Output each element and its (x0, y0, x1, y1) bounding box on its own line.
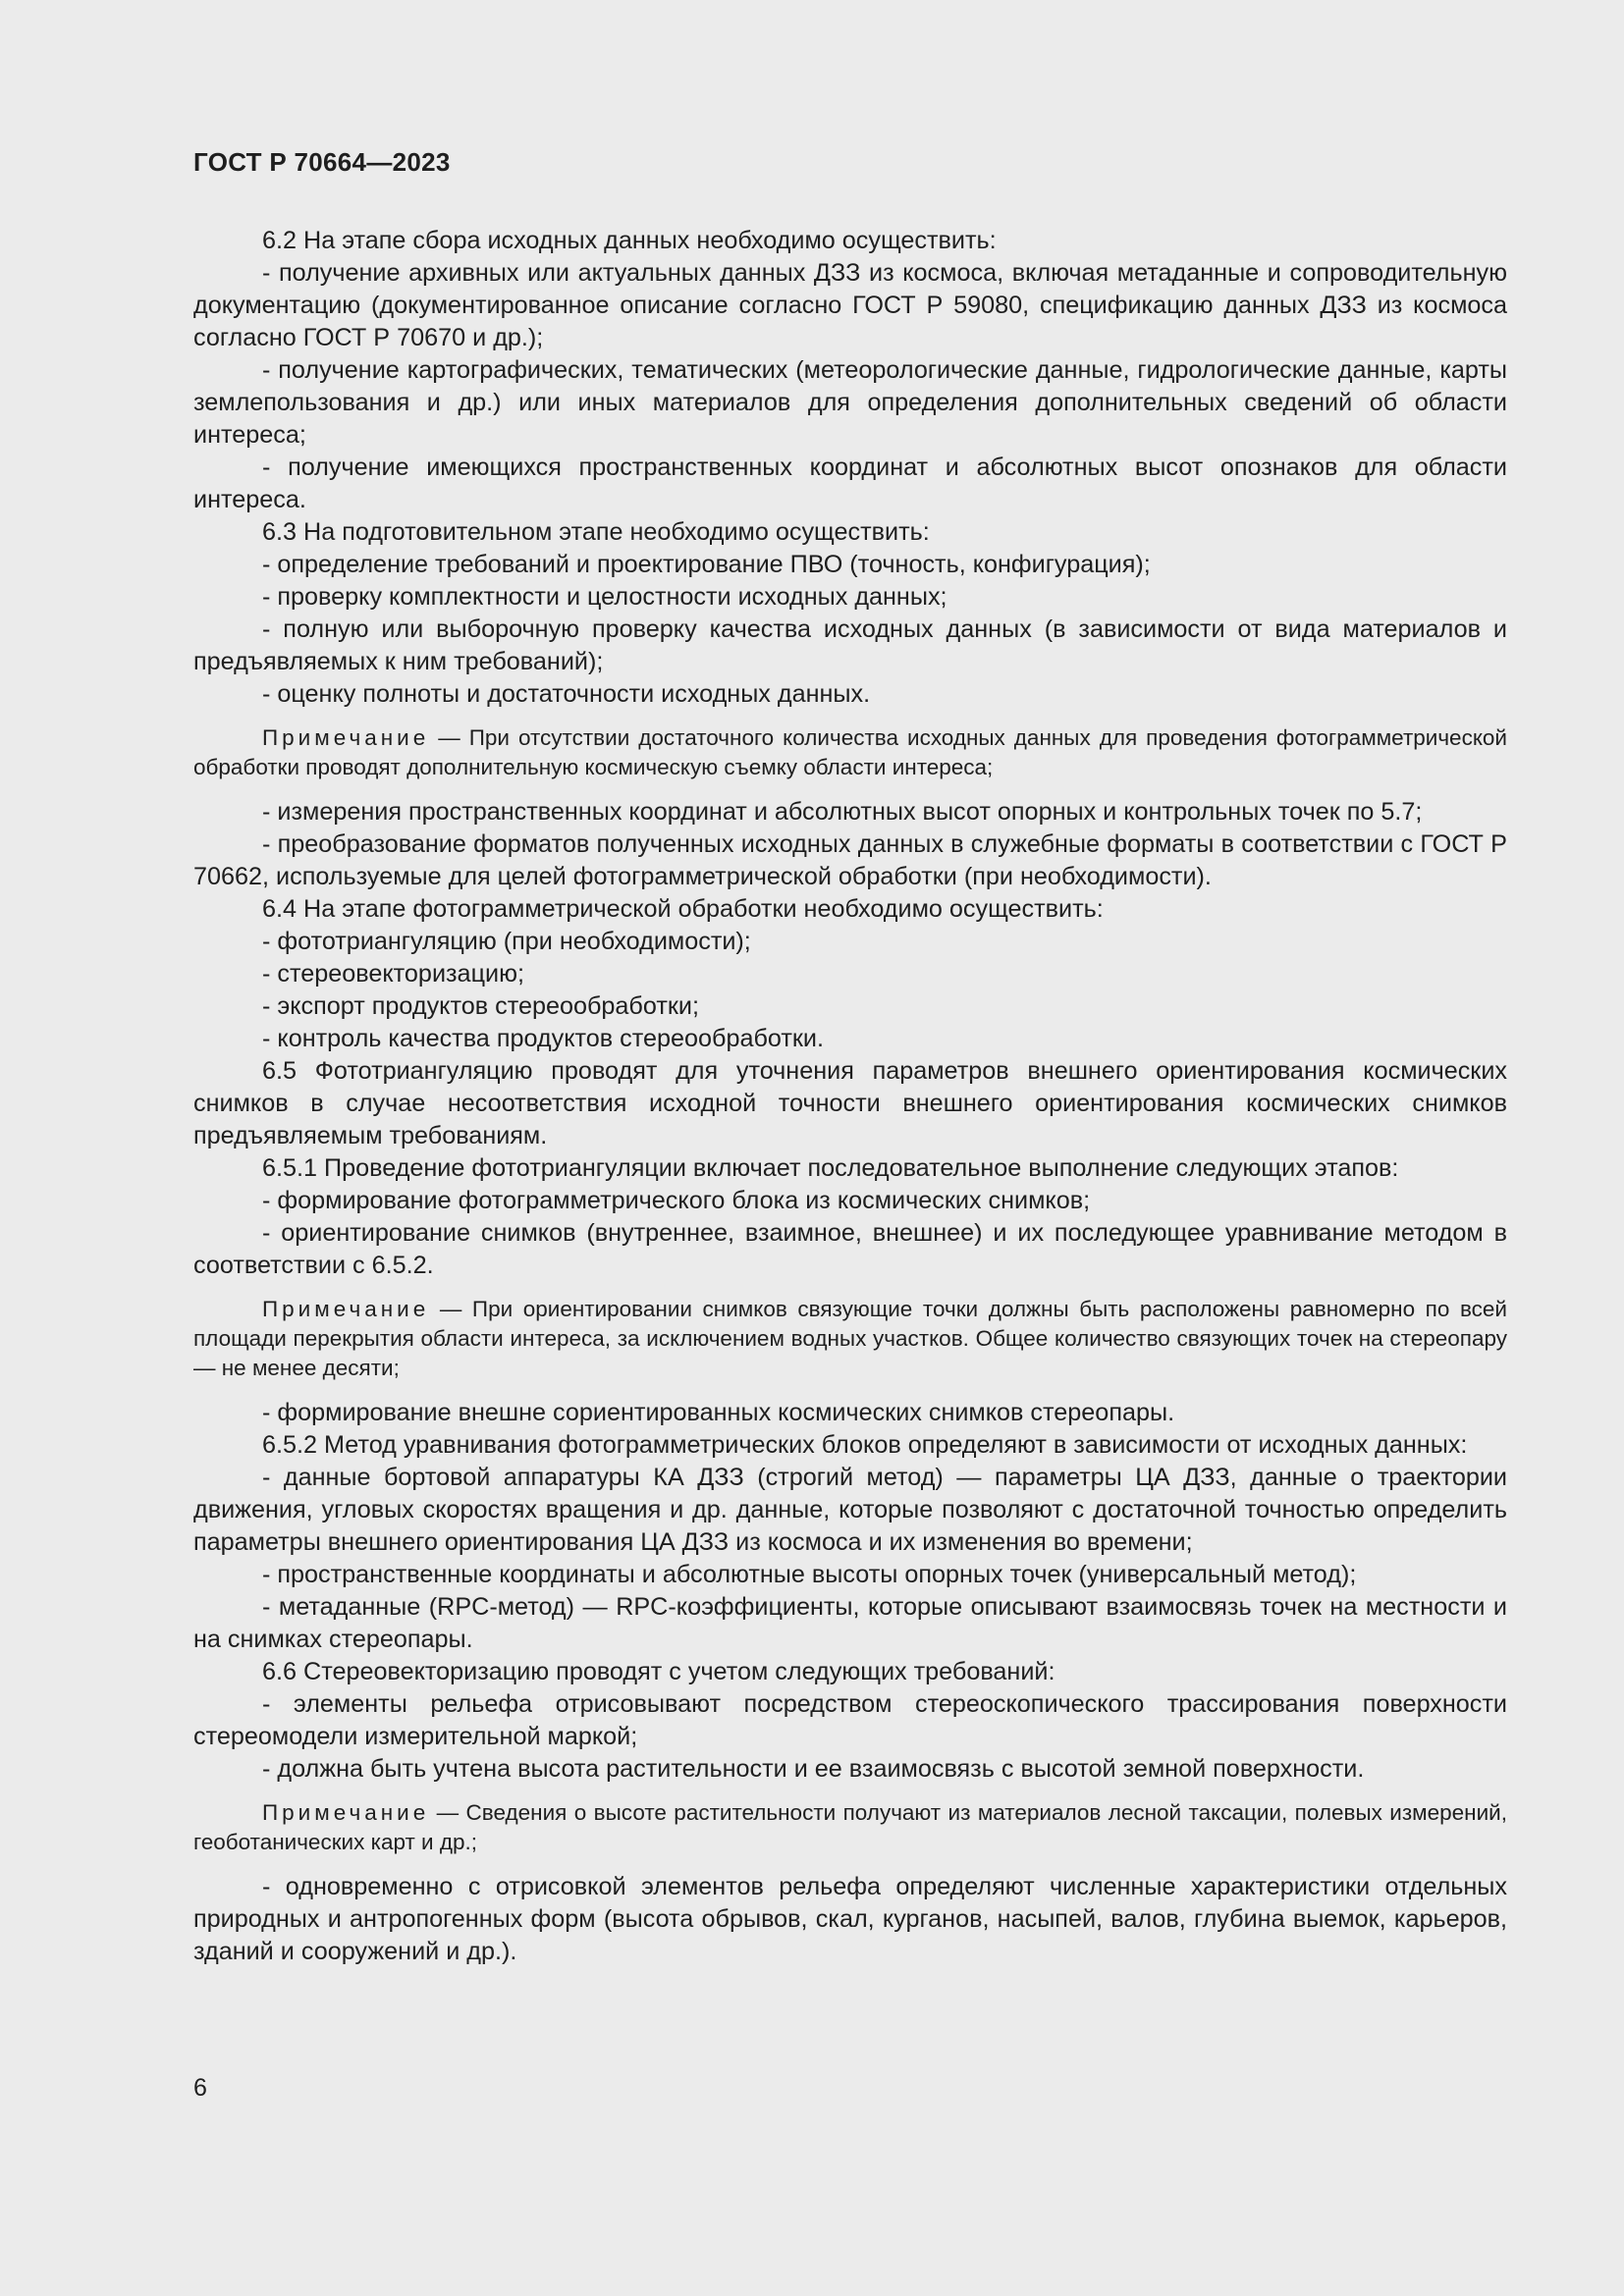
document-body (193, 225, 1507, 1968)
note-text: — Сведения о высоте растительности получают из материалов лесной таксации, полевых измерений, геоботанических карт и др.; (193, 1800, 1507, 1854)
list-item: - преобразование форматов полученных исходных данных в служебные форматы в соответствии с ГОСТ Р 70662, используемые для целей фотограмметрической обработки (при необходимости). (193, 830, 1507, 890)
list-item: - формирование внешне сориентированных космических снимков стереопары. (262, 1399, 1175, 1426)
section-paragraph: 6.2 На этапе сбора исходных данных необходимо осуществить: (262, 227, 997, 254)
note-text: — При ориентировании снимков связующие точки должны быть расположены равномерно по всей площади перекрытия области интереса, за исключением водных участков. Общее количество связующих точек на стереопару — не менее десяти; (193, 1297, 1507, 1380)
list-item: - элементы рельефа отрисовывают посредством стереоскопического трассирования поверхности стереомодели измерительной маркой; (193, 1690, 1507, 1750)
section-paragraph: 6.5.2 Метод уравнивания фотограмметрических блоков определяют в зависимости от исходных данных: (262, 1431, 1468, 1459)
list-item: - получение архивных или актуальных данных ДЗЗ из космоса, включая метаданные и сопроводительную документацию (документированное описание согласно ГОСТ Р 59080, спецификацию данных ДЗЗ из космоса согласно ГОСТ Р 70670 и др.); (193, 259, 1507, 351)
page-number: 6 (193, 2074, 207, 2102)
list-item: - контроль качества продуктов стереообработки. (262, 1025, 824, 1052)
list-item: - определение требований и проектирование ПВО (точность, конфигурация); (262, 551, 1151, 578)
list-item: - формирование фотограмметрического блока из космических снимков; (262, 1187, 1091, 1214)
note-paragraph (193, 723, 1507, 782)
note-paragraph (193, 1798, 1507, 1857)
section-paragraph: 6.6 Стереовекторизацию проводят с учетом следующих требований: (262, 1658, 1056, 1685)
list-item: - проверку комплектности и целостности исходных данных; (262, 583, 947, 611)
note-label: Примечание (262, 1297, 430, 1321)
document-header: ГОСТ Р 70664—2023 (193, 147, 451, 177)
list-item: - оценку полноты и достаточности исходных данных. (262, 680, 871, 708)
section-paragraph: 6.3 На подготовительном этапе необходимо осуществить: (262, 518, 930, 546)
list-item: - метаданные (RPC-метод) — RPC-коэффициенты, которые описывают взаимосвязь точек на местности и на снимках стереопары. (193, 1593, 1507, 1653)
list-item: - полную или выборочную проверку качества исходных данных (в зависимости от вида материалов и предъявляемых к ним требований); (193, 615, 1507, 675)
list-item: - получение имеющихся пространственных координат и абсолютных высот опознаков для области интереса. (193, 454, 1507, 513)
list-item: - стереовекторизацию; (262, 960, 524, 988)
section-paragraph: 6.5 Фототриангуляцию проводят для уточнения параметров внешнего ориентирования космических снимков в случае несоответствия исходной точности внешнего ориентирования космических снимков предъявляемым требованиям. (193, 1057, 1507, 1149)
note-paragraph (193, 1295, 1507, 1383)
section-paragraph: 6.4 На этапе фотограмметрической обработки необходимо осуществить: (262, 895, 1104, 923)
section-paragraph: 6.5.1 Проведение фототриангуляции включает последовательное выполнение следующих этапов: (262, 1154, 1399, 1182)
note-text: — При отсутствии достаточного количества исходных данных для проведения фотограмметрической обработки проводят дополнительную космическую съемку области интереса; (193, 725, 1507, 779)
list-item: - получение картографических, тематических (метеорологические данные, гидрологические данные, карты землепользования и др.) или иных материалов для определения дополнительных сведений об области интереса; (193, 356, 1507, 449)
list-item: - одновременно с отрисовкой элементов рельефа определяют численные характеристики отдельных природных и антропогенных форм (высота обрывов, скал, курганов, насыпей, валов, глубина выемок, карьеров, зданий и сооружений и др.). (193, 1873, 1507, 1965)
list-item: - фототриангуляцию (при необходимости); (262, 928, 751, 955)
note-label: Примечание (262, 1800, 430, 1825)
list-item: - экспорт продуктов стереообработки; (262, 992, 699, 1020)
list-item: - пространственные координаты и абсолютные высоты опорных точек (универсальный метод); (262, 1561, 1357, 1588)
note-label: Примечание (262, 725, 430, 750)
list-item: - данные бортовой аппаратуры КА ДЗЗ (строгий метод) — параметры ЦА ДЗЗ, данные о траектории движения, угловых скоростях вращения и др. данные, которые позволяют с достаточной точностью определить параметры внешнего ориентирования ЦА ДЗЗ из космоса и их изменения во времени; (193, 1464, 1507, 1556)
list-item: - ориентирование снимков (внутреннее, взаимное, внешнее) и их последующее уравнивание методом в соответствии с 6.5.2. (193, 1219, 1507, 1279)
list-item: - измерения пространственных координат и абсолютных высот опорных и контрольных точек по 5.7; (262, 798, 1423, 826)
list-item: - должна быть учтена высота растительности и ее взаимосвязь с высотой земной поверхности. (262, 1755, 1365, 1783)
